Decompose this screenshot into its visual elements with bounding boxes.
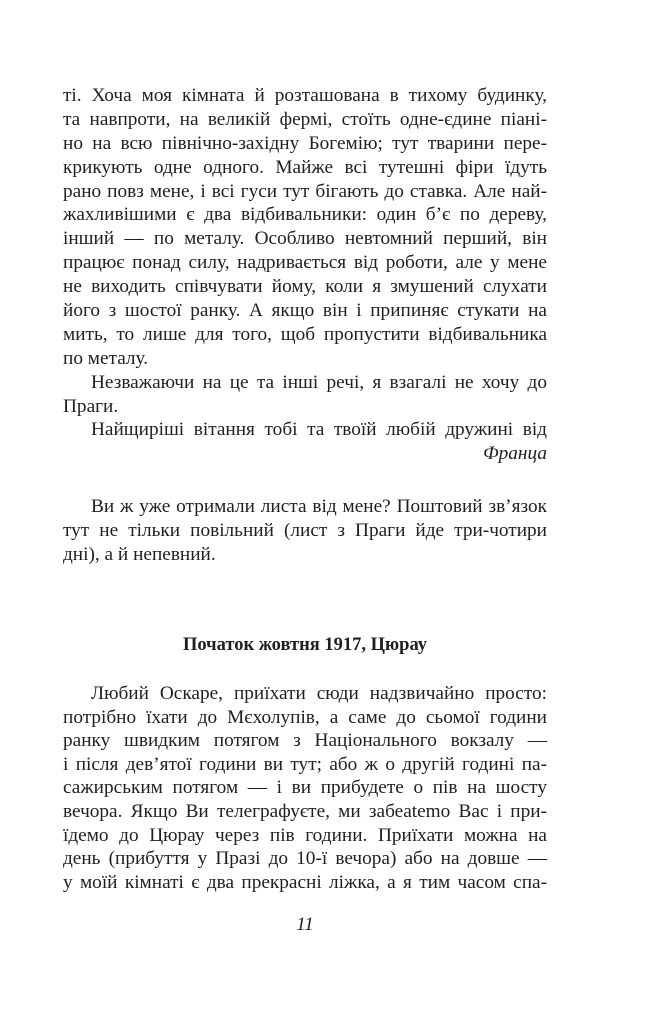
text-line: ранку швидким потягом з Національного вокзалу — (63, 730, 547, 752)
text-line: та навпроти, на великій фермі, стоїть одне-єдине піані- (63, 108, 547, 130)
text-line: сажирським потягом — і ви прибудете о пів на шосту (63, 777, 547, 799)
text-line: день (прибуття у Празі до 10-ї вечора) або на довше — (63, 848, 547, 870)
text-line: жахливішими є два відбивальники: один б’є по дереву, (63, 204, 547, 226)
text-line: не виходить співчувати йому, коли я змушений слухати (63, 276, 547, 298)
text-line: мить, то лише для того, щоб пропустити відбивальника (63, 323, 547, 345)
text-line: дні), а й непевний. (63, 543, 216, 565)
text-line: потрібно їхати до Мєхолупів, а саме до сьомої години (63, 706, 547, 728)
text-line: його з шостої ранку. А якщо він і припиняє стукати на (63, 300, 547, 322)
postscript (63, 495, 547, 567)
text-line: Любий Оскаре, приїхати сюди надзвичайно просто: (91, 683, 547, 704)
text-line: і після дев’ятої години ви тут; або ж о другій годині па- (63, 753, 547, 775)
text-line: Ви ж уже отримали листа від мене? Поштовий зв’язок (91, 496, 547, 517)
text-line: тут не тільки повільний (лист з Праги йде три-чотири (63, 519, 547, 541)
signature: Франца (483, 443, 547, 465)
text-line: по металу. (63, 347, 149, 369)
text-line: рано повз мене, і всі гуси тут бігають до ставка. Але най- (63, 180, 547, 202)
letter-heading: Початок жовтня 1917, Цюрау (182, 635, 428, 655)
text-line: інший — по металу. Особливо невтомний перший, він (63, 228, 547, 250)
page-number: 11 (296, 914, 314, 935)
text-line: Найщиріші вітання тобі та твоїй любій дружині від (91, 419, 547, 441)
text-line: крикують одне одного. Майже всі тутешні фіри їдуть (63, 156, 547, 178)
text-line: Праги. (63, 395, 119, 417)
next-letter-text (63, 682, 547, 894)
text-line: у моїй кімнаті є два прекрасні ліжка, а я тим часом спа- (63, 871, 547, 893)
letter-end-text (63, 84, 547, 466)
text-line: но на всю північно-західну Богемію; тут тварини пере- (63, 132, 547, 154)
text-line: працює понад силу, надривається від роботи, але у мене (63, 252, 547, 274)
text-line: їдемо до Цюрау через пів години. Приїхати можна на (63, 824, 547, 846)
text-line: Незважаючи на це та інші речі, я взагалі не хочу до (91, 371, 547, 393)
text-line: ті. Хоча моя кімната й розташована в тихому будинку, (63, 85, 547, 106)
text-line: вечора. Якщо Ви телеграфуєте, ми забеatemo Вас і при- (63, 800, 547, 822)
